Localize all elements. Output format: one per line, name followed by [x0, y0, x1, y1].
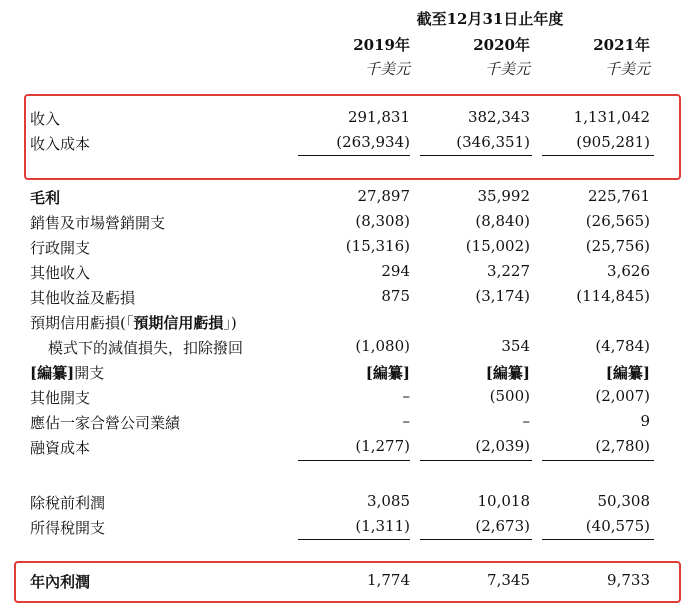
row-label-finance-costs: 融資成本 [30, 439, 91, 457]
cell-impairment-2020: 354 [501, 337, 530, 355]
cell-other-gains-2021: (114,845) [576, 287, 650, 305]
cell-revenue-2019: 291,831 [347, 108, 410, 126]
cell-other-expenses-2019: – [402, 387, 410, 405]
subtotal-rule [298, 460, 410, 461]
cell-admin-2019: (15,316) [345, 237, 410, 255]
cell-other-income-2021: 3,626 [607, 262, 650, 280]
cell-cost-2019: (263,934) [336, 133, 410, 151]
row-label-other-gains: 其他收益及虧損 [30, 289, 136, 307]
cell-selling-2019: (8,308) [355, 212, 410, 230]
subtotal-rule [420, 460, 532, 461]
row-label-gross-profit: 毛利 [30, 189, 61, 207]
subtotal-rule [542, 539, 654, 540]
subtotal-rule [298, 155, 410, 156]
year-2020-header: 2020年 [473, 36, 530, 54]
cell-other-income-2019: 294 [381, 262, 410, 280]
cell-finance-2021: (2,780) [595, 437, 650, 455]
cell-other-gains-2019: 875 [381, 287, 410, 305]
cell-jv-2020: – [522, 412, 530, 430]
cell-tax-2021: (40,575) [585, 517, 650, 535]
cell-finance-2019: (1,277) [355, 437, 410, 455]
unit-2020: 千美元 [484, 60, 530, 78]
cell-redacted-2019: [編纂] [365, 364, 410, 382]
row-label-redacted-expense [30, 362, 104, 383]
cell-finance-2020: (2,039) [475, 437, 530, 455]
row-label-impairment: 模式下的減值損失，扣除撥回 [48, 339, 244, 357]
row-label-profit-for-year: 年內利潤 [30, 573, 91, 591]
cell-revenue-2021: 1,131,042 [573, 108, 650, 126]
subtotal-rule [542, 460, 654, 461]
cell-cost-2020: (346,351) [456, 133, 530, 151]
cell-pretax-2019: 3,085 [367, 492, 410, 510]
cell-gross-2019: 27,897 [357, 187, 410, 205]
subtotal-rule [298, 539, 410, 540]
cell-jv-2021: 9 [640, 412, 650, 430]
cell-jv-2019: – [402, 412, 410, 430]
cell-pretax-2020: 10,018 [477, 492, 530, 510]
cell-revenue-2020: 382,343 [467, 108, 530, 126]
row-label-pretax-profit: 除稅前利潤 [30, 494, 106, 512]
cell-tax-2020: (2,673) [475, 517, 530, 535]
row-label-ecl-heading [30, 312, 237, 333]
subtotal-rule [542, 155, 654, 156]
cell-pretax-2021: 50,308 [597, 492, 650, 510]
year-2019-header: 2019年 [353, 36, 410, 54]
row-label-other-expenses: 其他開支 [30, 389, 91, 407]
cell-selling-2020: (8,840) [475, 212, 530, 230]
period-header: 截至12月31日止年度 [416, 10, 564, 28]
cell-redacted-2020: [編纂] [485, 364, 530, 382]
cell-profit-2021: 9,733 [607, 571, 650, 589]
cell-impairment-2021: (4,784) [595, 337, 650, 355]
cell-profit-2019: 1,774 [367, 571, 410, 589]
cell-gross-2021: 225,761 [587, 187, 650, 205]
year-2021-header: 2021年 [593, 36, 650, 54]
row-label-jv-share: 應佔一家合營公司業績 [30, 414, 181, 432]
cell-admin-2021: (25,756) [585, 237, 650, 255]
cell-other-gains-2020: (3,174) [475, 287, 530, 305]
row-label-selling: 銷售及市場營銷開支 [30, 214, 166, 232]
cell-other-expenses-2021: (2,007) [595, 387, 650, 405]
subtotal-rule [420, 539, 532, 540]
unit-2019: 千美元 [364, 60, 410, 78]
ecl-suffix: 」) [223, 314, 237, 332]
subtotal-rule [420, 155, 532, 156]
cell-tax-2019: (1,311) [355, 517, 410, 535]
cell-selling-2021: (26,565) [585, 212, 650, 230]
cell-other-income-2020: 3,227 [487, 262, 530, 280]
cell-cost-2021: (905,281) [576, 133, 650, 151]
redacted-expense-suffix: 開支 [74, 364, 105, 382]
cell-gross-2020: 35,992 [477, 187, 530, 205]
cell-other-expenses-2020: (500) [489, 387, 530, 405]
row-label-other-income: 其他收入 [30, 264, 91, 282]
cell-impairment-2019: (1,080) [355, 337, 410, 355]
ecl-bold-term: 預期信用虧損 [133, 314, 224, 332]
unit-2021: 千美元 [604, 60, 650, 78]
cell-profit-2020: 7,345 [487, 571, 530, 589]
cell-admin-2020: (15,002) [465, 237, 530, 255]
row-label-income-tax: 所得稅開支 [30, 519, 106, 537]
redacted-term: [編纂] [30, 364, 75, 382]
cell-redacted-2021: [編纂] [605, 364, 650, 382]
ecl-prefix: 預期信用虧損(「 [30, 314, 134, 332]
row-label-cost-of-revenue: 收入成本 [30, 135, 91, 153]
row-label-admin: 行政開支 [30, 239, 91, 257]
row-label-revenue: 收入 [30, 110, 61, 128]
